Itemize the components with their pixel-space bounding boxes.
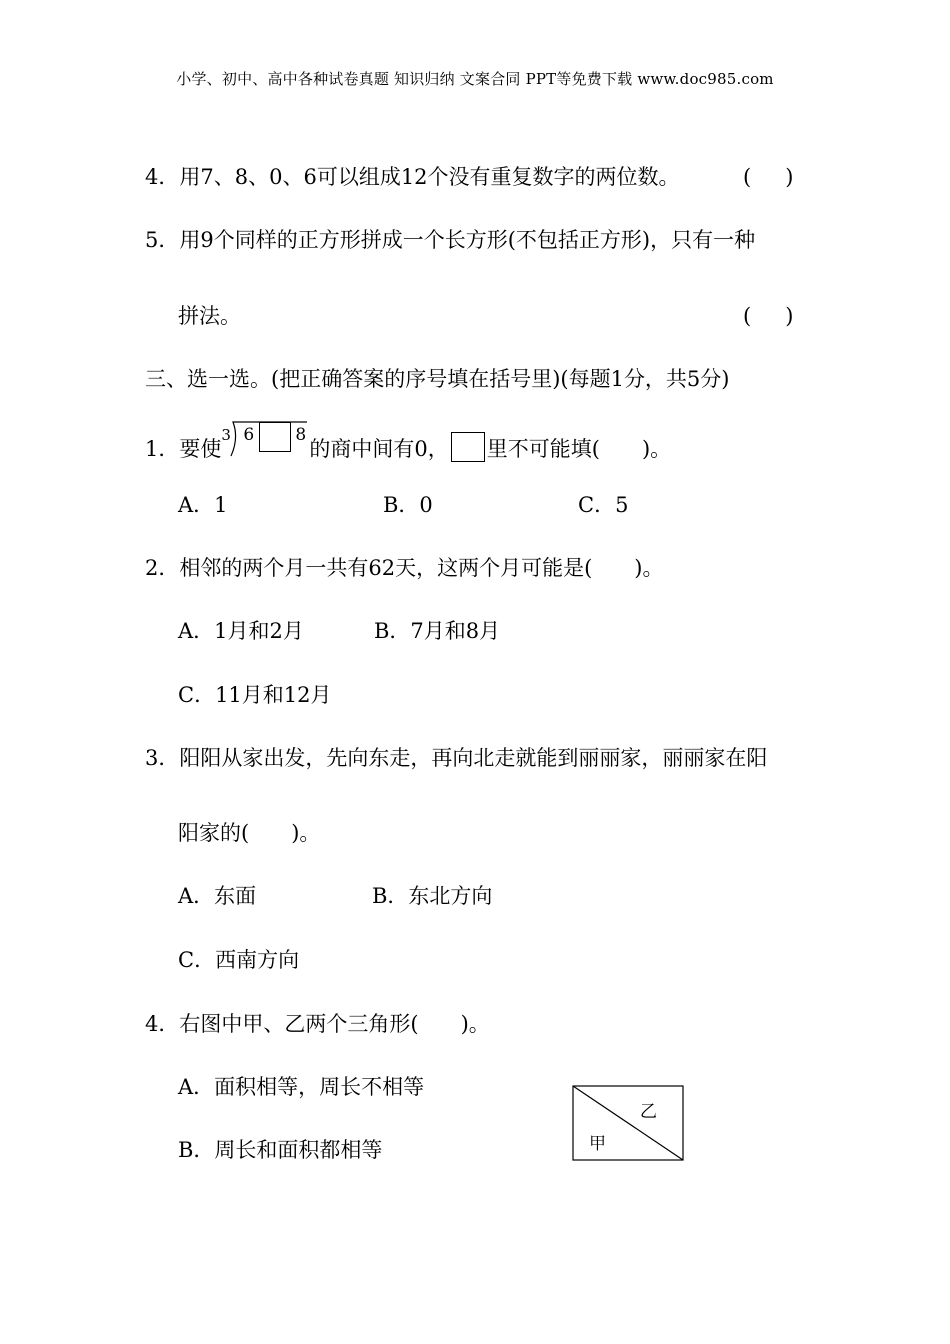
divisor: 3 — [221, 426, 231, 444]
question-text: 用9个同样的正方形拼成一个长方形(不包括正方形)，只有一种 — [179, 228, 756, 252]
choice-question-3 — [145, 743, 767, 773]
question-number: 4． — [145, 165, 180, 189]
option-b[interactable]: B．东北方向 — [372, 884, 493, 908]
paren-open: ( — [743, 304, 752, 328]
option-a[interactable]: A．1月和2月 — [178, 619, 304, 643]
paren-open: ( — [743, 165, 752, 189]
judge-question-5-continued: 拼法。 — [178, 304, 241, 328]
option-c[interactable]: C．5 — [578, 493, 629, 517]
dividend-digit: 6 — [243, 425, 255, 445]
option-b[interactable]: B．周长和面积都相等 — [178, 1138, 383, 1162]
judge-question-4 — [145, 162, 680, 192]
question-text: 相邻的两个月一共有62天，这两个月可能是( )。 — [179, 556, 664, 580]
judge-question-5 — [145, 225, 755, 255]
option-b[interactable]: B．7月和8月 — [374, 619, 501, 643]
blank-box[interactable] — [451, 432, 485, 462]
choice-question-4 — [145, 1009, 490, 1039]
option-a[interactable]: A．东面 — [178, 884, 257, 908]
choice-question-2 — [145, 553, 663, 583]
option-a[interactable]: A．面积相等，周长不相等 — [178, 1075, 425, 1099]
triangle-label-yi: 乙 — [640, 1102, 657, 1122]
option-c[interactable]: C．11月和12月 — [178, 683, 332, 707]
question-number: 3． — [145, 746, 180, 770]
dividend-digit: 8 — [295, 425, 307, 445]
question-middle: 的商中间有0， — [309, 437, 449, 461]
dividend-blank-box[interactable] — [259, 422, 291, 452]
question-text: 用7、8、0、6可以组成12个没有重复数字的两位数。 — [179, 165, 680, 189]
division-expression — [221, 425, 309, 462]
question-number: 5． — [145, 228, 180, 252]
choice-question-1 — [145, 425, 672, 464]
question-text: 右图中甲、乙两个三角形( )。 — [179, 1012, 490, 1036]
option-b[interactable]: B．0 — [383, 493, 433, 517]
option-c[interactable]: C．西南方向 — [178, 948, 300, 972]
answer-parentheses[interactable] — [743, 162, 793, 192]
choice-question-3-continued: 阳家的( )。 — [178, 821, 321, 845]
question-number: 2． — [145, 556, 180, 580]
page-header: 小学、初中、高中各种试卷真题 知识归纳 文案合同 PPT等免费下载 www.doc985.com — [176, 70, 774, 88]
option-a[interactable]: A．1 — [178, 493, 228, 517]
question-number: 1． — [145, 437, 180, 461]
triangle-label-jia: 甲 — [589, 1134, 606, 1154]
question-suffix: 里不可能填( )。 — [486, 437, 672, 461]
section-title: 三、选一选。(把正确答案的序号填在括号里)(每题1分，共5分) — [145, 367, 730, 391]
paren-close: ) — [785, 304, 794, 328]
answer-parentheses[interactable] — [743, 301, 793, 331]
paren-close: ) — [785, 165, 794, 189]
triangle-figure — [572, 1085, 686, 1167]
question-text: 阳阳从家出发，先向东走，再向北走就能到丽丽家，丽丽家在阳 — [179, 746, 768, 770]
question-prefix: 要使 — [179, 437, 222, 461]
question-number: 4． — [145, 1012, 180, 1036]
